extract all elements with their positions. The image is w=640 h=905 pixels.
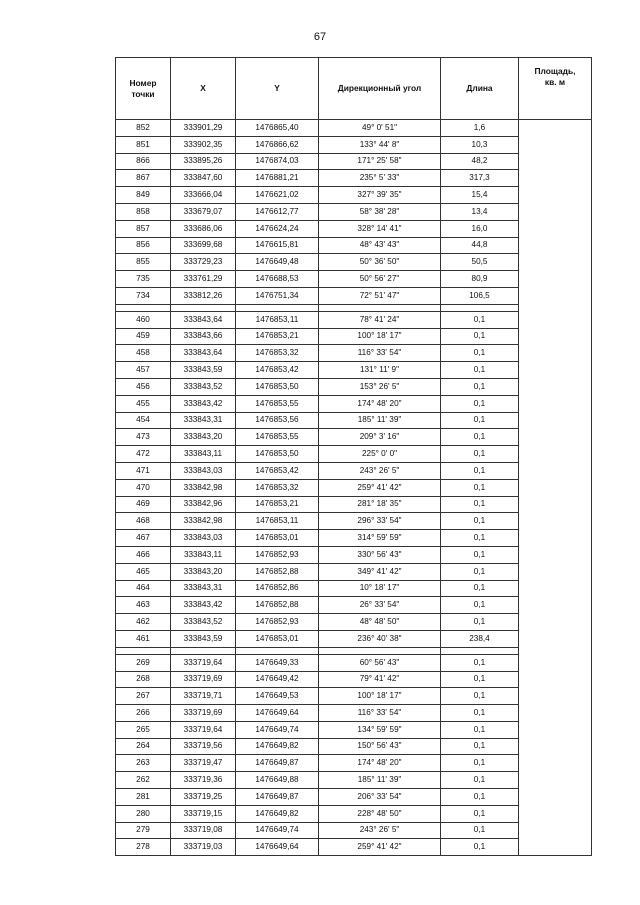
cell-length: 0,1 [441, 530, 519, 547]
cell-angle: 185° 11' 39" [319, 772, 441, 789]
cell-point: 265 [116, 721, 171, 738]
cell-length: 238,4 [441, 630, 519, 647]
cell-x: 333699,68 [171, 237, 236, 254]
cell-area [519, 120, 592, 856]
cell-x: 333843,64 [171, 311, 236, 328]
cell-length: 0,1 [441, 597, 519, 614]
cell-x: 333843,42 [171, 597, 236, 614]
cell-x: 333902,35 [171, 136, 236, 153]
cell-x: 333719,56 [171, 738, 236, 755]
cell-angle: 174° 48' 20" [319, 755, 441, 772]
cell-point: 266 [116, 705, 171, 722]
cell-y: 1476865,40 [236, 120, 319, 137]
cell-length: 0,1 [441, 546, 519, 563]
cell-x: 333843,31 [171, 412, 236, 429]
separator-cell [319, 304, 441, 311]
cell-point: 456 [116, 378, 171, 395]
cell-x: 333843,59 [171, 362, 236, 379]
cell-point: 458 [116, 345, 171, 362]
cell-length: 317,3 [441, 170, 519, 187]
cell-angle: 328° 14' 41" [319, 220, 441, 237]
cell-point: 734 [116, 287, 171, 304]
cell-x: 333719,69 [171, 705, 236, 722]
cell-x: 333719,71 [171, 688, 236, 705]
cell-length: 0,1 [441, 805, 519, 822]
cell-point: 472 [116, 446, 171, 463]
coordinates-table [115, 57, 592, 856]
cell-x: 333901,29 [171, 120, 236, 137]
cell-y: 1476866,62 [236, 136, 319, 153]
cell-point: 469 [116, 496, 171, 513]
cell-x: 333895,26 [171, 153, 236, 170]
cell-length: 0,1 [441, 479, 519, 496]
cell-length: 16,0 [441, 220, 519, 237]
cell-angle: 49° 0' 51" [319, 120, 441, 137]
cell-y: 1476853,21 [236, 328, 319, 345]
cell-point: 849 [116, 187, 171, 204]
cell-y: 1476853,32 [236, 345, 319, 362]
separator-cell [116, 304, 171, 311]
cell-y: 1476881,21 [236, 170, 319, 187]
cell-angle: 48° 48' 50" [319, 614, 441, 631]
cell-angle: 185° 11' 39" [319, 412, 441, 429]
separator-cell [319, 647, 441, 654]
cell-length: 0,1 [441, 755, 519, 772]
cell-x: 333719,47 [171, 755, 236, 772]
cell-point: 855 [116, 254, 171, 271]
cell-x: 333761,29 [171, 271, 236, 288]
cell-y: 1476649,74 [236, 721, 319, 738]
cell-point: 470 [116, 479, 171, 496]
cell-x: 333666,04 [171, 187, 236, 204]
cell-point: 454 [116, 412, 171, 429]
cell-angle: 209° 3' 16" [319, 429, 441, 446]
header-point-number [116, 58, 171, 120]
cell-y: 1476874,03 [236, 153, 319, 170]
cell-angle: 116° 33' 54" [319, 705, 441, 722]
cell-length: 0,1 [441, 513, 519, 530]
cell-length: 0,1 [441, 412, 519, 429]
cell-y: 1476649,74 [236, 822, 319, 839]
cell-y: 1476649,33 [236, 654, 319, 671]
cell-y: 1476852,93 [236, 546, 319, 563]
cell-x: 333843,64 [171, 345, 236, 362]
cell-x: 333719,64 [171, 654, 236, 671]
cell-angle: 206° 33' 54" [319, 789, 441, 806]
cell-y: 1476615,81 [236, 237, 319, 254]
cell-angle: 296° 33' 54" [319, 513, 441, 530]
cell-length: 0,1 [441, 328, 519, 345]
separator-cell [171, 304, 236, 311]
cell-angle: 78° 41' 24" [319, 311, 441, 328]
cell-angle: 235° 5' 33" [319, 170, 441, 187]
cell-length: 0,1 [441, 446, 519, 463]
separator-cell [171, 647, 236, 654]
cell-point: 280 [116, 805, 171, 822]
cell-angle: 314° 59' 59" [319, 530, 441, 547]
cell-length: 0,1 [441, 378, 519, 395]
cell-point: 459 [116, 328, 171, 345]
cell-point: 267 [116, 688, 171, 705]
cell-x: 333719,69 [171, 671, 236, 688]
cell-angle: 243° 26' 5" [319, 822, 441, 839]
cell-length: 106,5 [441, 287, 519, 304]
cell-angle: 174° 48' 20" [319, 395, 441, 412]
cell-length: 0,1 [441, 563, 519, 580]
cell-y: 1476853,50 [236, 378, 319, 395]
separator-cell [236, 304, 319, 311]
cell-y: 1476649,87 [236, 789, 319, 806]
cell-y: 1476649,48 [236, 254, 319, 271]
cell-angle: 171° 25' 58" [319, 153, 441, 170]
separator-cell [441, 304, 519, 311]
cell-angle: 281° 18' 35" [319, 496, 441, 513]
cell-x: 333843,11 [171, 546, 236, 563]
separator-cell [441, 647, 519, 654]
cell-y: 1476649,87 [236, 755, 319, 772]
cell-angle: 100° 18' 17" [319, 328, 441, 345]
cell-length: 0,1 [441, 705, 519, 722]
cell-x: 333729,23 [171, 254, 236, 271]
cell-point: 264 [116, 738, 171, 755]
cell-point: 867 [116, 170, 171, 187]
cell-x: 333719,25 [171, 789, 236, 806]
cell-angle: 259° 41' 42" [319, 479, 441, 496]
cell-point: 856 [116, 237, 171, 254]
cell-angle: 131° 11' 9" [319, 362, 441, 379]
cell-length: 0,1 [441, 738, 519, 755]
cell-point: 279 [116, 822, 171, 839]
cell-y: 1476649,82 [236, 738, 319, 755]
cell-length: 0,1 [441, 311, 519, 328]
cell-point: 466 [116, 546, 171, 563]
cell-x: 333843,66 [171, 328, 236, 345]
cell-length: 0,1 [441, 671, 519, 688]
cell-length: 13,4 [441, 203, 519, 220]
cell-point: 262 [116, 772, 171, 789]
cell-length: 15,4 [441, 187, 519, 204]
cell-length: 0,1 [441, 429, 519, 446]
header-y: Y [236, 58, 319, 120]
cell-length: 0,1 [441, 688, 519, 705]
cell-point: 866 [116, 153, 171, 170]
cell-y: 1476852,86 [236, 580, 319, 597]
cell-length: 48,2 [441, 153, 519, 170]
cell-x: 333812,26 [171, 287, 236, 304]
cell-angle: 228° 48' 50" [319, 805, 441, 822]
cell-length: 1,6 [441, 120, 519, 137]
cell-point: 467 [116, 530, 171, 547]
cell-point: 278 [116, 839, 171, 856]
cell-point: 455 [116, 395, 171, 412]
cell-y: 1476853,32 [236, 479, 319, 496]
cell-angle: 26° 33' 54" [319, 597, 441, 614]
cell-length: 0,1 [441, 395, 519, 412]
cell-length: 10,3 [441, 136, 519, 153]
cell-angle: 153° 26' 5" [319, 378, 441, 395]
cell-angle: 133° 44' 8" [319, 136, 441, 153]
separator-cell [116, 647, 171, 654]
cell-y: 1476853,55 [236, 429, 319, 446]
cell-x: 333843,03 [171, 462, 236, 479]
header-x: X [171, 58, 236, 120]
page-number: 67 [313, 31, 327, 43]
cell-y: 1476853,21 [236, 496, 319, 513]
cell-length: 0,1 [441, 496, 519, 513]
cell-y: 1476688,53 [236, 271, 319, 288]
cell-y: 1476649,53 [236, 688, 319, 705]
cell-angle: 349° 41' 42" [319, 563, 441, 580]
cell-y: 1476649,64 [236, 705, 319, 722]
cell-x: 333843,52 [171, 614, 236, 631]
header-row [116, 58, 592, 120]
cell-point: 269 [116, 654, 171, 671]
cell-x: 333719,03 [171, 839, 236, 856]
cell-x: 333719,64 [171, 721, 236, 738]
cell-y: 1476621,02 [236, 187, 319, 204]
cell-y: 1476853,01 [236, 530, 319, 547]
cell-length: 0,1 [441, 721, 519, 738]
cell-angle: 150° 56' 43" [319, 738, 441, 755]
cell-x: 333719,08 [171, 822, 236, 839]
cell-length: 0,1 [441, 789, 519, 806]
cell-angle: 60° 56' 43" [319, 654, 441, 671]
cell-y: 1476853,42 [236, 362, 319, 379]
separator-cell [236, 647, 319, 654]
cell-length: 0,1 [441, 580, 519, 597]
cell-point: 463 [116, 597, 171, 614]
cell-y: 1476853,50 [236, 446, 319, 463]
cell-point: 851 [116, 136, 171, 153]
cell-angle: 236° 40' 38" [319, 630, 441, 647]
cell-angle: 72° 51' 47" [319, 287, 441, 304]
cell-length: 50,5 [441, 254, 519, 271]
header-point-line2: точки [131, 88, 155, 99]
cell-length: 0,1 [441, 362, 519, 379]
cell-y: 1476612,77 [236, 203, 319, 220]
table-row [116, 120, 592, 137]
cell-x: 333843,42 [171, 395, 236, 412]
cell-length: 0,1 [441, 822, 519, 839]
cell-angle: 225° 0' 0" [319, 446, 441, 463]
cell-point: 735 [116, 271, 171, 288]
header-point-line1: Номер [129, 77, 157, 88]
cell-x: 333686,06 [171, 220, 236, 237]
cell-angle: 58° 38' 28" [319, 203, 441, 220]
cell-point: 468 [116, 513, 171, 530]
cell-y: 1476852,88 [236, 597, 319, 614]
cell-length: 0,1 [441, 839, 519, 856]
cell-x: 333843,20 [171, 563, 236, 580]
cell-angle: 259° 41' 42" [319, 839, 441, 856]
cell-length: 0,1 [441, 614, 519, 631]
cell-y: 1476853,56 [236, 412, 319, 429]
cell-x: 333843,03 [171, 530, 236, 547]
cell-angle: 79° 41' 42" [319, 671, 441, 688]
cell-angle: 327° 39' 35" [319, 187, 441, 204]
cell-y: 1476853,55 [236, 395, 319, 412]
cell-angle: 134° 59' 59" [319, 721, 441, 738]
cell-angle: 50° 36' 50" [319, 254, 441, 271]
cell-point: 281 [116, 789, 171, 806]
cell-x: 333843,52 [171, 378, 236, 395]
table-body [116, 120, 592, 856]
cell-point: 471 [116, 462, 171, 479]
cell-point: 263 [116, 755, 171, 772]
cell-x: 333843,59 [171, 630, 236, 647]
cell-length: 0,1 [441, 462, 519, 479]
cell-angle: 116° 33' 54" [319, 345, 441, 362]
cell-y: 1476649,82 [236, 805, 319, 822]
header-area [519, 58, 592, 120]
cell-y: 1476649,88 [236, 772, 319, 789]
cell-x: 333843,31 [171, 580, 236, 597]
cell-length: 80,9 [441, 271, 519, 288]
cell-angle: 330° 56' 43" [319, 546, 441, 563]
cell-length: 0,1 [441, 654, 519, 671]
header-area-line2: кв. м [544, 76, 566, 87]
cell-point: 852 [116, 120, 171, 137]
cell-angle: 10° 18' 17" [319, 580, 441, 597]
cell-y: 1476649,64 [236, 839, 319, 856]
cell-x: 333843,20 [171, 429, 236, 446]
cell-length: 44,8 [441, 237, 519, 254]
cell-point: 858 [116, 203, 171, 220]
cell-x: 333847,60 [171, 170, 236, 187]
cell-point: 462 [116, 614, 171, 631]
cell-x: 333719,36 [171, 772, 236, 789]
cell-point: 473 [116, 429, 171, 446]
cell-y: 1476853,01 [236, 630, 319, 647]
cell-angle: 100° 18' 17" [319, 688, 441, 705]
cell-point: 857 [116, 220, 171, 237]
cell-x: 333719,15 [171, 805, 236, 822]
cell-x: 333842,98 [171, 513, 236, 530]
cell-y: 1476624,24 [236, 220, 319, 237]
cell-y: 1476852,88 [236, 563, 319, 580]
cell-y: 1476853,42 [236, 462, 319, 479]
cell-length: 0,1 [441, 345, 519, 362]
cell-length: 0,1 [441, 772, 519, 789]
cell-point: 460 [116, 311, 171, 328]
cell-y: 1476852,93 [236, 614, 319, 631]
cell-x: 333679,07 [171, 203, 236, 220]
cell-y: 1476853,11 [236, 513, 319, 530]
header-length: Длина [441, 58, 519, 120]
cell-y: 1476649,42 [236, 671, 319, 688]
header-angle: Дирекционный угол [319, 58, 441, 120]
cell-x: 333842,98 [171, 479, 236, 496]
cell-x: 333843,11 [171, 446, 236, 463]
header-area-line1: Площадь, [534, 66, 576, 76]
cell-point: 461 [116, 630, 171, 647]
cell-angle: 48° 43' 43" [319, 237, 441, 254]
cell-x: 333842,96 [171, 496, 236, 513]
cell-y: 1476853,11 [236, 311, 319, 328]
cell-angle: 243° 26' 5" [319, 462, 441, 479]
cell-y: 1476751,34 [236, 287, 319, 304]
cell-point: 465 [116, 563, 171, 580]
cell-point: 457 [116, 362, 171, 379]
cell-angle: 50° 56' 27" [319, 271, 441, 288]
cell-point: 268 [116, 671, 171, 688]
cell-point: 464 [116, 580, 171, 597]
